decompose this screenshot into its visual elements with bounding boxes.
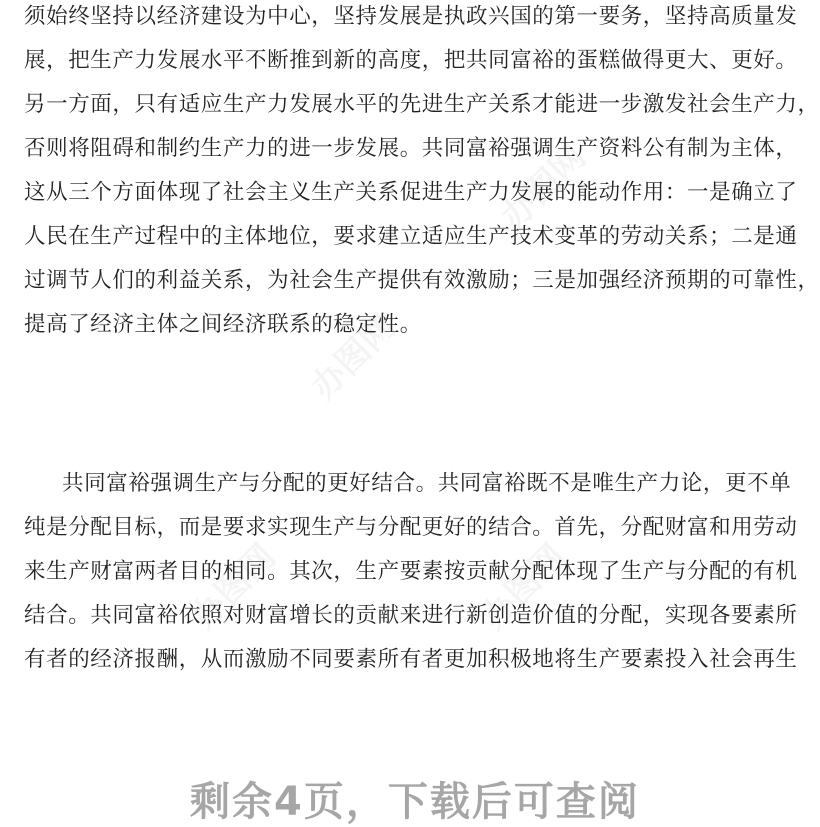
text-line: 来生产财富两者目的相同。其次，生产要素按贡献分配体现了生产与分配的有机 bbox=[24, 559, 798, 584]
text-line: 提高了经济主体之间经济联系的稳定性。 bbox=[24, 312, 422, 337]
text-line: 展，把生产力发展水平不断推到新的高度，把共同富裕的蛋糕做得更大、更好。 bbox=[24, 48, 798, 73]
text-line: 共同富裕强调生产与分配的更好结合。共同富裕既不是唯生产力论，更不单 bbox=[62, 471, 792, 496]
text-line: 过调节人们的利益关系，为社会生产提供有效激励；三是加强经济预期的可靠性， bbox=[24, 268, 820, 293]
body-paragraph-1 bbox=[24, 0, 820, 347]
body-paragraph-2 bbox=[24, 462, 798, 682]
text-line: 否则将阻碍和制约生产力的进一步发展。共同富裕强调生产资料公有制为主体， bbox=[24, 136, 798, 161]
text-line: 这从三个方面体现了社会主义生产关系促进生产力发展的能动作用：一是确立了 bbox=[24, 180, 798, 205]
text-line: 另一方面，只有适应生产力发展水平的先进生产关系才能进一步激发社会生产力， bbox=[24, 92, 820, 117]
text-line: 结合。共同富裕依照对财富增长的贡献来进行新创造价值的分配，实现各要素所 bbox=[24, 603, 798, 628]
text-line: 须始终坚持以经济建设为中心，坚持发展是执政兴国的第一要务，坚持高质量发 bbox=[24, 4, 798, 29]
text-line: 人民在生产过程中的主体地位，要求建立适应生产技术变革的劳动关系；二是通 bbox=[24, 224, 798, 249]
text-line: 纯是分配目标，而是要求实现生产与分配更好的结合。首先，分配财富和用劳动 bbox=[24, 515, 798, 540]
remaining-pages-notice[interactable]: 剩余4页，下载后可查阅 bbox=[190, 779, 640, 825]
text-line: 有者的经济报酬，从而激励不同要素所有者更加积极地将生产要素投入社会再生 bbox=[24, 647, 798, 672]
